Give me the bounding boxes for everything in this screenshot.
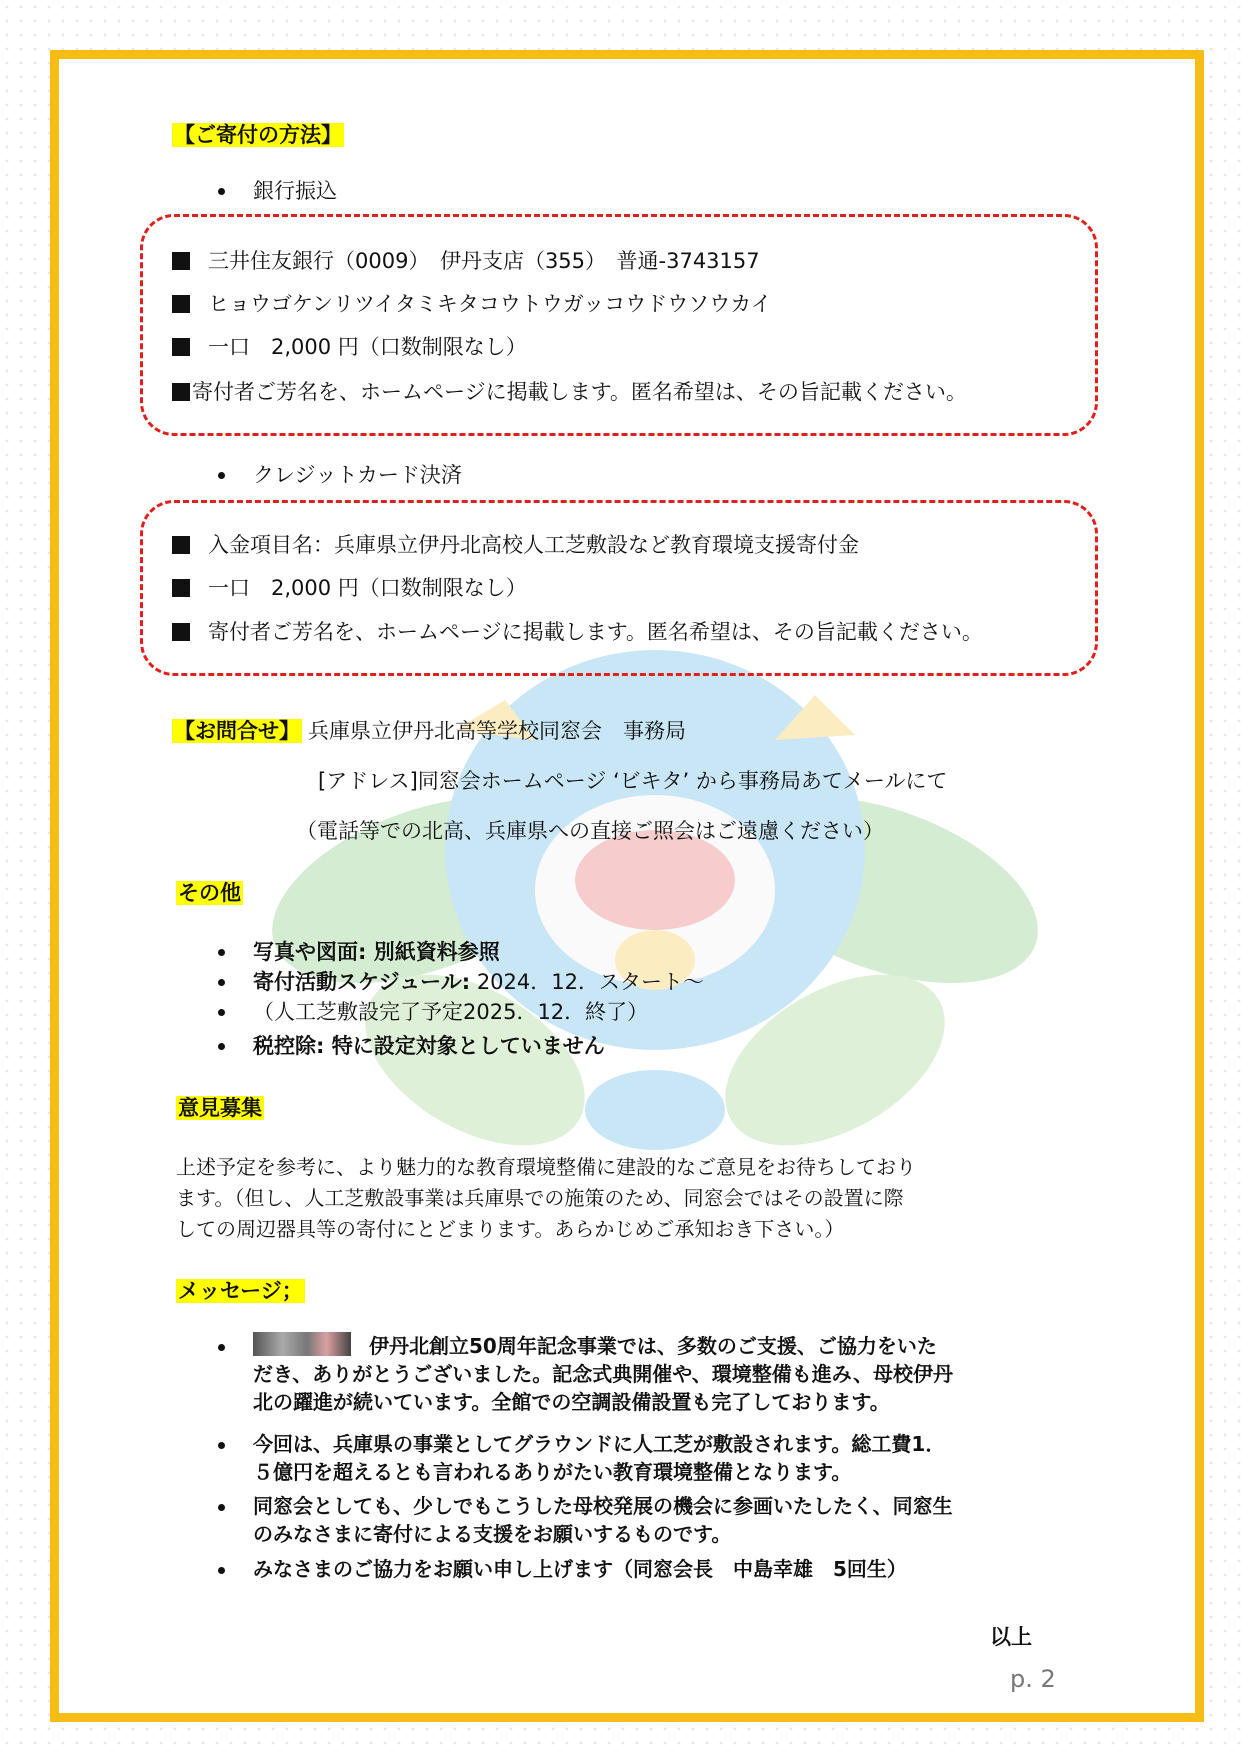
bullet-dot — [218, 188, 225, 195]
chairman-photo-image — [253, 1332, 351, 1356]
bullet-dot — [218, 1009, 225, 1016]
square-bullet-icon — [172, 623, 190, 641]
square-bullet-icon — [172, 383, 190, 401]
opinion-text-line: ます。（但し、人工芝敷設事業は兵庫県での施策のため、同窓会ではその設置に際 — [176, 1186, 904, 1210]
card-item-name-line: 入金項目名：兵庫県立伊丹北高校人工芝敷設など教育環境支援寄付金 — [172, 530, 859, 560]
inquiry-note: （電話等での北高、兵庫県への直接ご照会はご遠慮ください） — [296, 819, 884, 843]
bullet-dot — [218, 472, 225, 479]
opinion-heading: 意見募集 — [178, 1096, 262, 1120]
bullet-dot — [218, 1567, 225, 1574]
bullet-dot — [218, 949, 225, 956]
other-heading: その他 — [178, 881, 241, 905]
card-unit-price-line: 一口 2,000 円（口数制限なし） — [172, 573, 527, 603]
page-number: p. 2 — [1010, 1665, 1056, 1693]
inquiry-address: [アドレス]同窓会ホームページ ‘ビキタ’ から事務局あてメールにて — [318, 769, 948, 793]
card-donor-name-line: 寄付者ご芳名を、ホームページに掲載します。匿名希望は、その旨記載ください。 — [172, 617, 983, 647]
donation-method-heading: 【ご寄付の方法】 — [174, 123, 342, 147]
bullet-dot — [218, 979, 225, 986]
bank-donor-name-line: 寄付者ご芳名を、ホームページに掲載します。匿名希望は、その旨記載ください。 — [172, 377, 967, 407]
square-bullet-icon — [172, 338, 190, 356]
square-bullet-icon — [172, 295, 190, 313]
closing-text: 以上 — [990, 1625, 1032, 1649]
bank-account-name-line: ヒョウゴケンリツイタミキタコウトウガッコウドウソウカイ — [172, 289, 772, 319]
message-heading: メッセージ； — [178, 1279, 303, 1303]
bank-transfer-label: 銀行振込 — [253, 179, 337, 203]
bullet-dot — [218, 1043, 225, 1050]
document-page: 【ご寄付の方法】 銀行振込 三井住友銀行（0009） 伊丹支店（355） 普通-3743157 ヒョウゴケンリツイタミキタコウトウガッコウドウソウカイ 一口 2,000 円（口数制限なし） 寄付者ご芳名を、ホームページに掲載します。匿名希望は、その旨記載ください。 クレジットカード決済 入金項目名：兵庫県立伊丹北高校人工芝敷設など教育環境支援寄付金 一口 2,000 円（口数制限なし） 寄付者ご芳名を、ホームページに掲載します。匿名希望は、その旨記載ください。 【お問合せ】 兵庫県立伊丹北高等学校同窓会 事務局 [アドレス]同窓会ホームページ ‘ビキタ’ から事務局あてメールにて （電話等での北高、兵庫県への直接ご照会はご遠慮ください） その他 写真や図面: 別紙資料参照 寄付活動スケジュール: 2024．12．スタート〜 （人工芝敷設完了予定2025．12．終了） 税控除: 特に設定対象としていません 意見募集 上述予定を参考に、より魅力的な教育環境整備に建設的なご意見をお待ちしており ます。（但し、人工芝敷設事業は兵庫県での施策のため、同窓会ではその設置に際 しての周辺器具等の寄付にとどまります。あらかじめご承知おき下さい。） メッセージ； 伊丹北創立50周年記念事業では、多数のご支援、ご協力をいた だき、ありがとうございました。記念式典開催や、環境整備も進み、母校伊丹 北の躍進が続いています。全館での空調設備設置も完了しております。 今回は、兵庫県の事業としてグラウンドに人工芝が敷設されます。総工費1． ５億円を超えるとも言われるありがたい教育環境整備となります。 同窓会としても、少しでもこうした母校発展の機会に参画いたしたく、同窓生 のみなさまに寄付による支援をお願いするものです。 みなさまのご協力をお願い申し上げます（同窓会長 中島幸雄 5回生） 以上 p. 2 — [0, 0, 1241, 1755]
credit-card-label: クレジットカード決済 — [253, 463, 462, 487]
bullet-dot — [218, 1344, 225, 1351]
bank-unit-price-line: 一口 2,000 円（口数制限なし） — [172, 332, 527, 362]
square-bullet-icon — [172, 252, 190, 270]
inquiry-label: 【お問合せ】 — [174, 719, 300, 743]
bank-account-line: 三井住友銀行（0009） 伊丹支店（355） 普通-3743157 — [172, 246, 760, 276]
bullet-dot — [218, 1442, 225, 1449]
opinion-text-line: しての周辺器具等の寄付にとどまります。あらかじめご承知おき下さい。） — [176, 1217, 845, 1241]
bullet-dot — [218, 1504, 225, 1511]
square-bullet-icon — [172, 579, 190, 597]
square-bullet-icon — [172, 536, 190, 554]
opinion-text-line: 上述予定を参考に、より魅力的な教育環境整備に建設的なご意見をお待ちしており — [176, 1155, 916, 1179]
inquiry-org: 兵庫県立伊丹北高等学校同窓会 事務局 — [308, 719, 686, 743]
inquiry-line — [172, 716, 686, 746]
